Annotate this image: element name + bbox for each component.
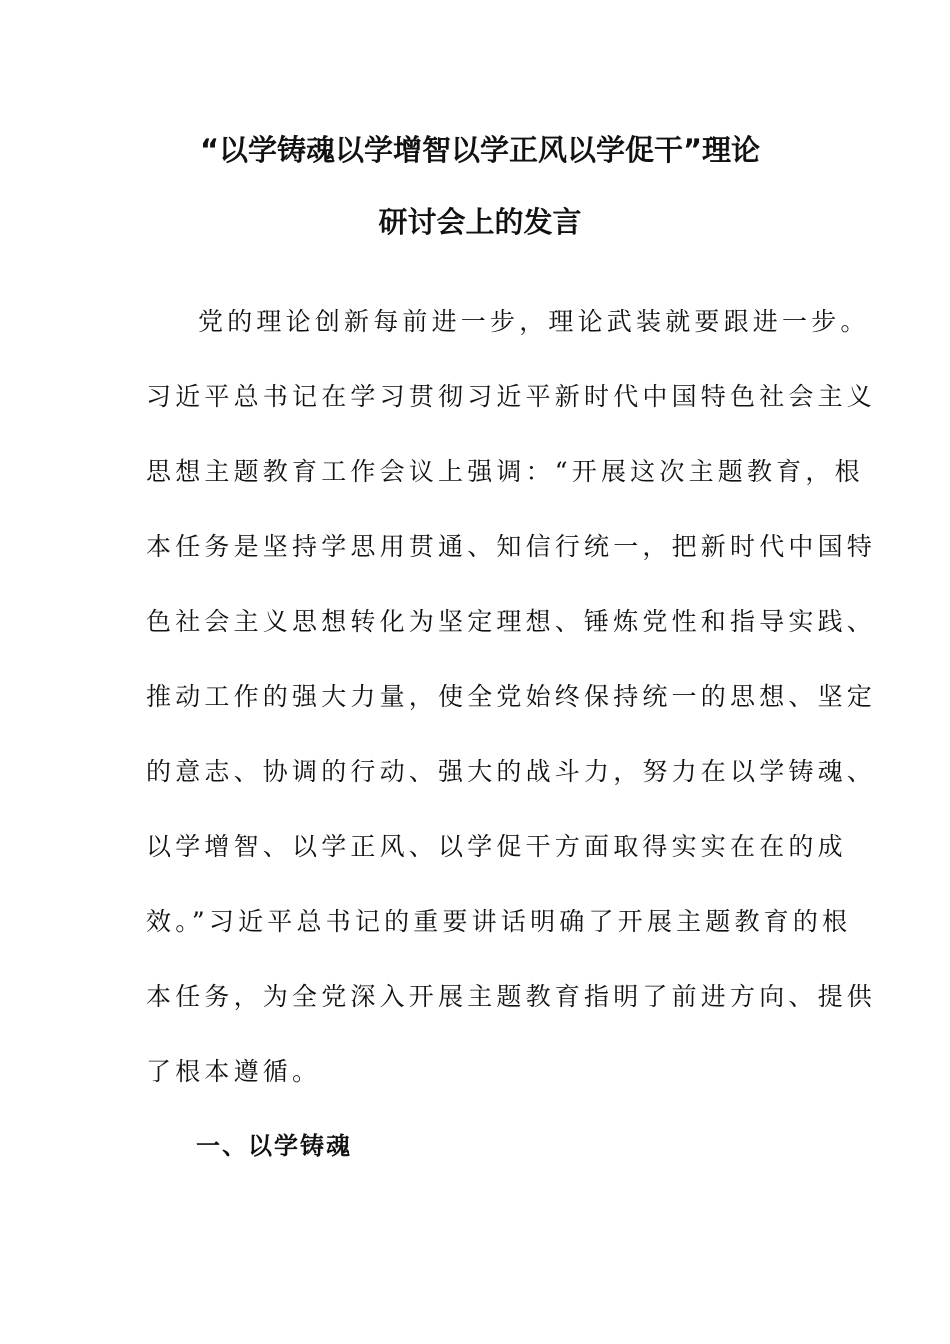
paragraph-line: 推动工作的强大力量，使全党始终保持统一的思想、坚定 bbox=[146, 682, 877, 711]
paragraph-line: 党的理论创新每前进一步，理论武装就要跟进一步。 bbox=[198, 307, 870, 336]
paragraph-intro bbox=[146, 284, 877, 1109]
paragraph-line: 思想主题教育工作会议上强调：“开展这次主题教育，根 bbox=[146, 457, 864, 486]
paragraph-line: 效。”习近平总书记的重要讲话明确了开展主题教育的根 bbox=[146, 907, 852, 936]
paragraph-line: 本任务是坚持学思用贯通、知信行统一，把新时代中国特 bbox=[146, 532, 877, 561]
paragraph-line: 以学增智、以学正风、以学促干方面取得实实在在的成 bbox=[146, 832, 847, 861]
document-title-line-2: 研讨会上的发言 bbox=[378, 205, 582, 239]
paragraph-line: 色社会主义思想转化为坚定理想、锤炼党性和指导实践、 bbox=[146, 607, 877, 636]
paragraph-line: 了根本遵循。 bbox=[146, 1057, 322, 1086]
document-title-line-1: “以学铸魂以学增智以学正风以学促干”理论 bbox=[199, 133, 761, 167]
section-heading: 一、以学铸魂 bbox=[196, 1132, 352, 1160]
paragraph-line: 习近平总书记在学习贯彻习近平新时代中国特色社会主义 bbox=[146, 382, 877, 411]
paragraph-line: 的意志、协调的行动、强大的战斗力，努力在以学铸魂、 bbox=[146, 757, 877, 786]
paragraph-line: 本任务，为全党深入开展主题教育指明了前进方向、提供 bbox=[146, 982, 877, 1011]
